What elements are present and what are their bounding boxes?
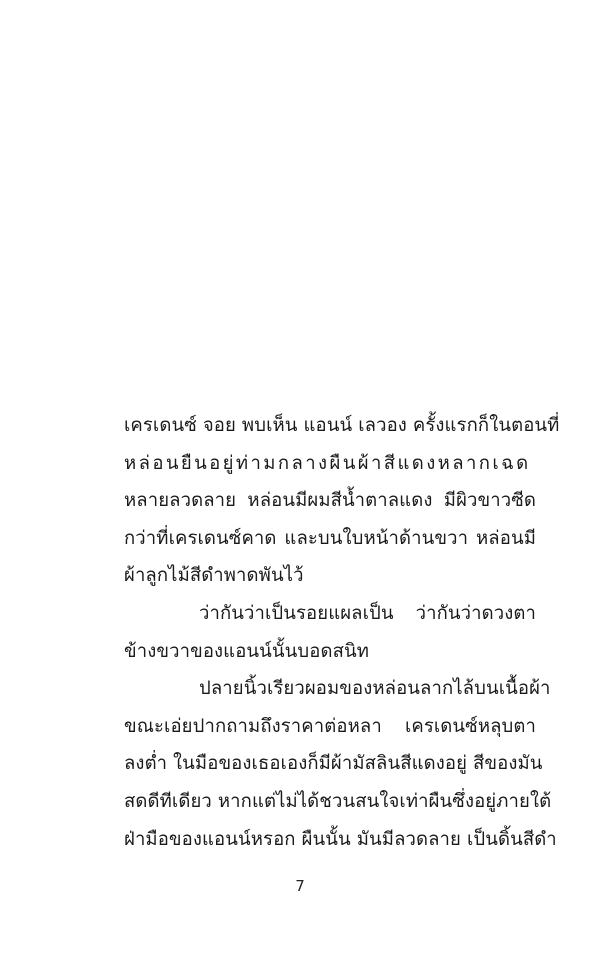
paragraph <box>124 595 536 670</box>
text-line: ผ้าลูกไม้สีดำพาดพันไว้ <box>124 565 304 587</box>
text-line: หล่อนยืนอยู่ท่ามกลางผืนผ้าสีแดงหลากเฉด <box>124 452 531 474</box>
paragraph <box>124 670 557 858</box>
page-number: 7 <box>295 877 305 895</box>
text-line: ปลายนิ้วเรียวผอมของหล่อนลากไล้บนเนื้อผ้า <box>199 678 551 700</box>
text-line: หลายลวดลาย หล่อนมีผมสีน้ำตาลแดง มีผิวขาวซีด <box>124 490 536 512</box>
text-line: ขณะเอ่ยปากถามถึงราคาต่อหลา เครเดนซ์หลุบตา <box>124 715 536 737</box>
text-line: กว่าที่เครเดนซ์คาด และบนใบหน้าด้านขวา หล่อนมี <box>124 527 536 549</box>
paragraph <box>124 407 560 595</box>
text-line: ว่ากันว่าเป็นรอยแผลเป็น ว่ากันว่าดวงตา <box>199 602 536 624</box>
text-line: ลงต่ำ ในมือของเธอเองก็มีผ้ามัสลินสีแดงอยู่ สีของมัน <box>124 753 543 775</box>
text-line: เครเดนซ์ จอย พบเห็น แอนน์ เลวอง ครั้งแรกก็ในตอนที่ <box>124 415 560 436</box>
text-line: ฝ่ามือของแอนน์หรอก ผืนนั้น มันมีลวดลาย เป็นดิ้นสีดำ <box>124 828 557 850</box>
text-line: สดดีทีเดียว หากแต่ไม่ได้ชวนสนใจเท่าผืนซึ่งอยู่ภายใต้ <box>124 790 552 812</box>
body-text <box>124 407 560 858</box>
text-line: ข้างขวาของแอนน์นั้นบอดสนิท <box>124 640 370 662</box>
